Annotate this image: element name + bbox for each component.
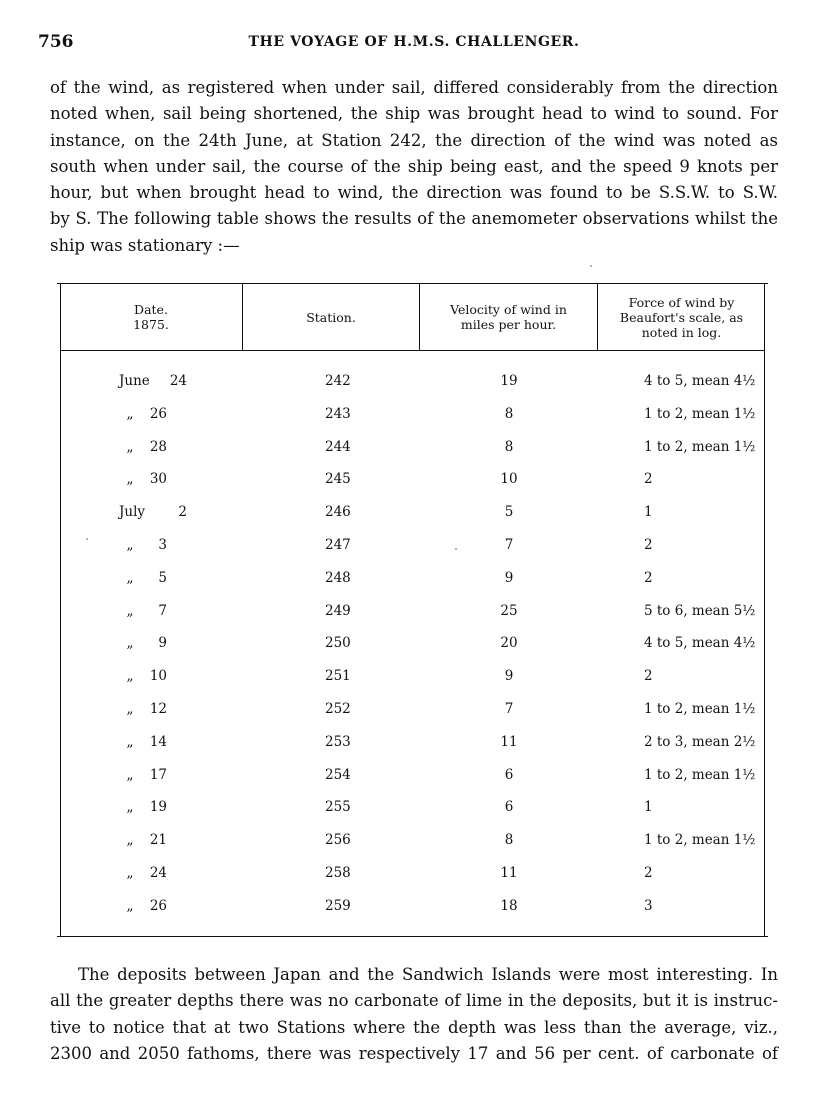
cell-day: 21 xyxy=(149,832,167,849)
cell-date xyxy=(119,666,189,686)
cell-velocity: 8 xyxy=(504,405,514,422)
cell-force: 5 to 6, mean 5½ xyxy=(644,602,756,619)
text-line: hour, but when brought head to wind, the direction was found to be S.S.W. to S.W. xyxy=(50,183,778,203)
text-line: 2300 and 2050 fathoms, there was respectively 17 and 56 per cent. of carbonate of xyxy=(50,1043,778,1063)
cell-force: 2 xyxy=(644,668,653,685)
table-row xyxy=(57,502,768,535)
cell-velocity: 7 xyxy=(504,536,514,553)
text-line: south when under sail, the course of the ship being east, and the speed 9 knots per xyxy=(50,156,778,176)
cell-day: 5 xyxy=(158,569,167,586)
cell-velocity: 5 xyxy=(504,504,514,521)
cell-force: 1 to 2, mean 1½ xyxy=(644,438,756,455)
table-row xyxy=(57,863,768,896)
cell-force: 2 xyxy=(644,569,653,586)
table-row xyxy=(57,666,768,699)
cell-month: „ xyxy=(126,864,134,881)
cell-month: „ xyxy=(126,405,134,422)
text-line: ship was stationary :— xyxy=(50,235,240,255)
cell-station: 255 xyxy=(325,799,351,816)
speck xyxy=(590,265,592,267)
header-date: Date. 1875. xyxy=(133,302,169,332)
cell-velocity: 8 xyxy=(504,438,514,455)
cell-date xyxy=(119,732,189,752)
cell-month: „ xyxy=(126,602,134,619)
cell-month: „ xyxy=(126,536,134,553)
cell-month: „ xyxy=(126,897,134,914)
anemometer-table xyxy=(57,283,768,937)
cell-station: 243 xyxy=(325,405,351,422)
cell-date xyxy=(119,404,189,424)
text-line: instance, on the 24th June, at Station 242, the direction of the wind was noted as xyxy=(50,130,778,150)
table-row xyxy=(57,535,768,568)
cell-station: 242 xyxy=(325,373,351,389)
table-body xyxy=(57,371,768,929)
table-row xyxy=(57,699,768,732)
cell-day: 24 xyxy=(149,864,167,881)
cell-day: 17 xyxy=(149,766,167,783)
cell-month: „ xyxy=(126,733,134,750)
table-row xyxy=(57,469,768,502)
header-velocity: Velocity of wind in miles per hour. xyxy=(450,302,567,332)
text-line: The deposits between Japan and the Sandwich Islands were most interesting. In xyxy=(78,965,778,984)
table-row xyxy=(57,404,768,437)
cell-force: 3 xyxy=(644,897,653,914)
cell-force: 2 xyxy=(644,864,653,881)
table-row xyxy=(57,437,768,470)
page-header xyxy=(38,32,790,56)
cell-station: 244 xyxy=(325,438,351,455)
table-row xyxy=(57,371,768,404)
cell-station: 245 xyxy=(325,471,351,488)
table-row xyxy=(57,830,768,863)
cell-month: „ xyxy=(126,832,134,849)
cell-day: 2 xyxy=(178,504,187,521)
cell-force: 4 to 5, mean 4½ xyxy=(644,373,756,389)
cell-force: 4 to 5, mean 4½ xyxy=(644,635,756,652)
cell-velocity: 10 xyxy=(500,471,518,488)
speck xyxy=(455,548,457,550)
cell-day: 14 xyxy=(149,733,167,750)
cell-month: „ xyxy=(126,635,134,652)
cell-month: „ xyxy=(126,668,134,685)
cell-force: 2 xyxy=(644,536,653,553)
text-line: of the wind, as registered when under sail, differed considerably from the direction xyxy=(50,78,778,97)
header-rule xyxy=(60,350,765,351)
cell-station: 259 xyxy=(325,897,351,914)
cell-force: 1 xyxy=(644,504,653,521)
cell-date xyxy=(119,568,189,588)
table-row xyxy=(57,633,768,666)
cell-day: 3 xyxy=(158,536,167,553)
cell-station: 253 xyxy=(325,733,351,750)
cell-month: June xyxy=(119,373,150,389)
cell-velocity: 11 xyxy=(500,733,518,750)
cell-station: 246 xyxy=(325,504,351,521)
cell-date xyxy=(119,437,189,457)
cell-day: 24 xyxy=(169,373,187,389)
cell-force: 2 to 3, mean 2½ xyxy=(644,733,756,750)
cell-month: July xyxy=(119,504,146,521)
cell-date xyxy=(119,469,189,489)
cell-date xyxy=(119,371,189,391)
cell-force: 1 to 2, mean 1½ xyxy=(644,405,756,422)
cell-day: 12 xyxy=(149,700,167,717)
text-line: noted when, sail being shortened, the ship was brought head to wind to sound. For xyxy=(50,104,778,124)
cell-month: „ xyxy=(126,438,134,455)
cell-date xyxy=(119,502,189,522)
cell-velocity: 25 xyxy=(500,602,518,619)
cell-day: 26 xyxy=(149,897,167,914)
cell-velocity: 6 xyxy=(504,766,514,783)
text-line: all the greater depths there was no carbonate of lime in the deposits, but it is instruc- xyxy=(50,991,778,1011)
cell-date xyxy=(119,601,189,621)
cell-velocity: 7 xyxy=(504,700,514,717)
cell-date xyxy=(119,765,189,785)
cell-velocity: 9 xyxy=(504,668,514,685)
cell-date xyxy=(119,633,189,653)
cell-day: 26 xyxy=(149,405,167,422)
cell-date xyxy=(119,797,189,817)
table-row xyxy=(57,896,768,929)
cell-station: 249 xyxy=(325,602,351,619)
cell-station: 248 xyxy=(325,569,351,586)
cell-month: „ xyxy=(126,569,134,586)
paragraph-deposits xyxy=(50,962,778,1067)
cell-force: 2 xyxy=(644,471,653,488)
cell-day: 28 xyxy=(149,438,167,455)
cell-month: „ xyxy=(126,700,134,717)
cell-day: 19 xyxy=(149,799,167,816)
cell-day: 9 xyxy=(158,635,167,652)
text-line: by S. The following table shows the results of the anemometer observations whilst the xyxy=(50,209,778,229)
cell-station: 251 xyxy=(325,668,351,685)
cell-velocity: 8 xyxy=(504,832,514,849)
cell-velocity: 20 xyxy=(500,635,518,652)
cell-velocity: 9 xyxy=(504,569,514,586)
speck xyxy=(86,538,88,540)
cell-force: 1 to 2, mean 1½ xyxy=(644,700,756,717)
cell-station: 247 xyxy=(325,536,351,553)
header-force: Force of wind by Beaufort's scale, as noted in log. xyxy=(619,294,744,340)
table-row xyxy=(57,765,768,798)
cell-date xyxy=(119,896,189,916)
cell-day: 30 xyxy=(149,471,167,488)
cell-month: „ xyxy=(126,766,134,783)
cell-force: 1 to 2, mean 1½ xyxy=(644,766,756,783)
cell-station: 254 xyxy=(325,766,351,783)
cell-station: 252 xyxy=(325,700,351,717)
cell-day: 7 xyxy=(158,602,167,619)
page-number: 756 xyxy=(38,32,74,52)
text-line: tive to notice that at two Stations where the depth was less than the average, viz., xyxy=(50,1017,778,1037)
running-title: THE VOYAGE OF H.M.S. CHALLENGER. xyxy=(248,34,580,50)
cell-velocity: 18 xyxy=(500,897,518,914)
cell-velocity: 6 xyxy=(504,799,514,816)
cell-date xyxy=(119,699,189,719)
cell-velocity: 19 xyxy=(500,373,518,389)
cell-month: „ xyxy=(126,799,134,816)
header-station: Station. xyxy=(306,309,356,325)
cell-velocity: 11 xyxy=(500,864,518,881)
cell-date xyxy=(119,535,189,555)
cell-date xyxy=(119,830,189,850)
cell-station: 250 xyxy=(325,635,351,652)
paragraph-intro xyxy=(50,75,778,259)
cell-force: 1 to 2, mean 1½ xyxy=(644,832,756,849)
cell-station: 258 xyxy=(325,864,351,881)
cell-date xyxy=(119,863,189,883)
table-row xyxy=(57,732,768,765)
cell-force: 1 xyxy=(644,799,653,816)
table-row xyxy=(57,601,768,634)
table-row xyxy=(57,568,768,601)
cell-day: 10 xyxy=(149,668,167,685)
table-row xyxy=(57,797,768,830)
cell-station: 256 xyxy=(325,832,351,849)
cell-month: „ xyxy=(126,471,134,488)
